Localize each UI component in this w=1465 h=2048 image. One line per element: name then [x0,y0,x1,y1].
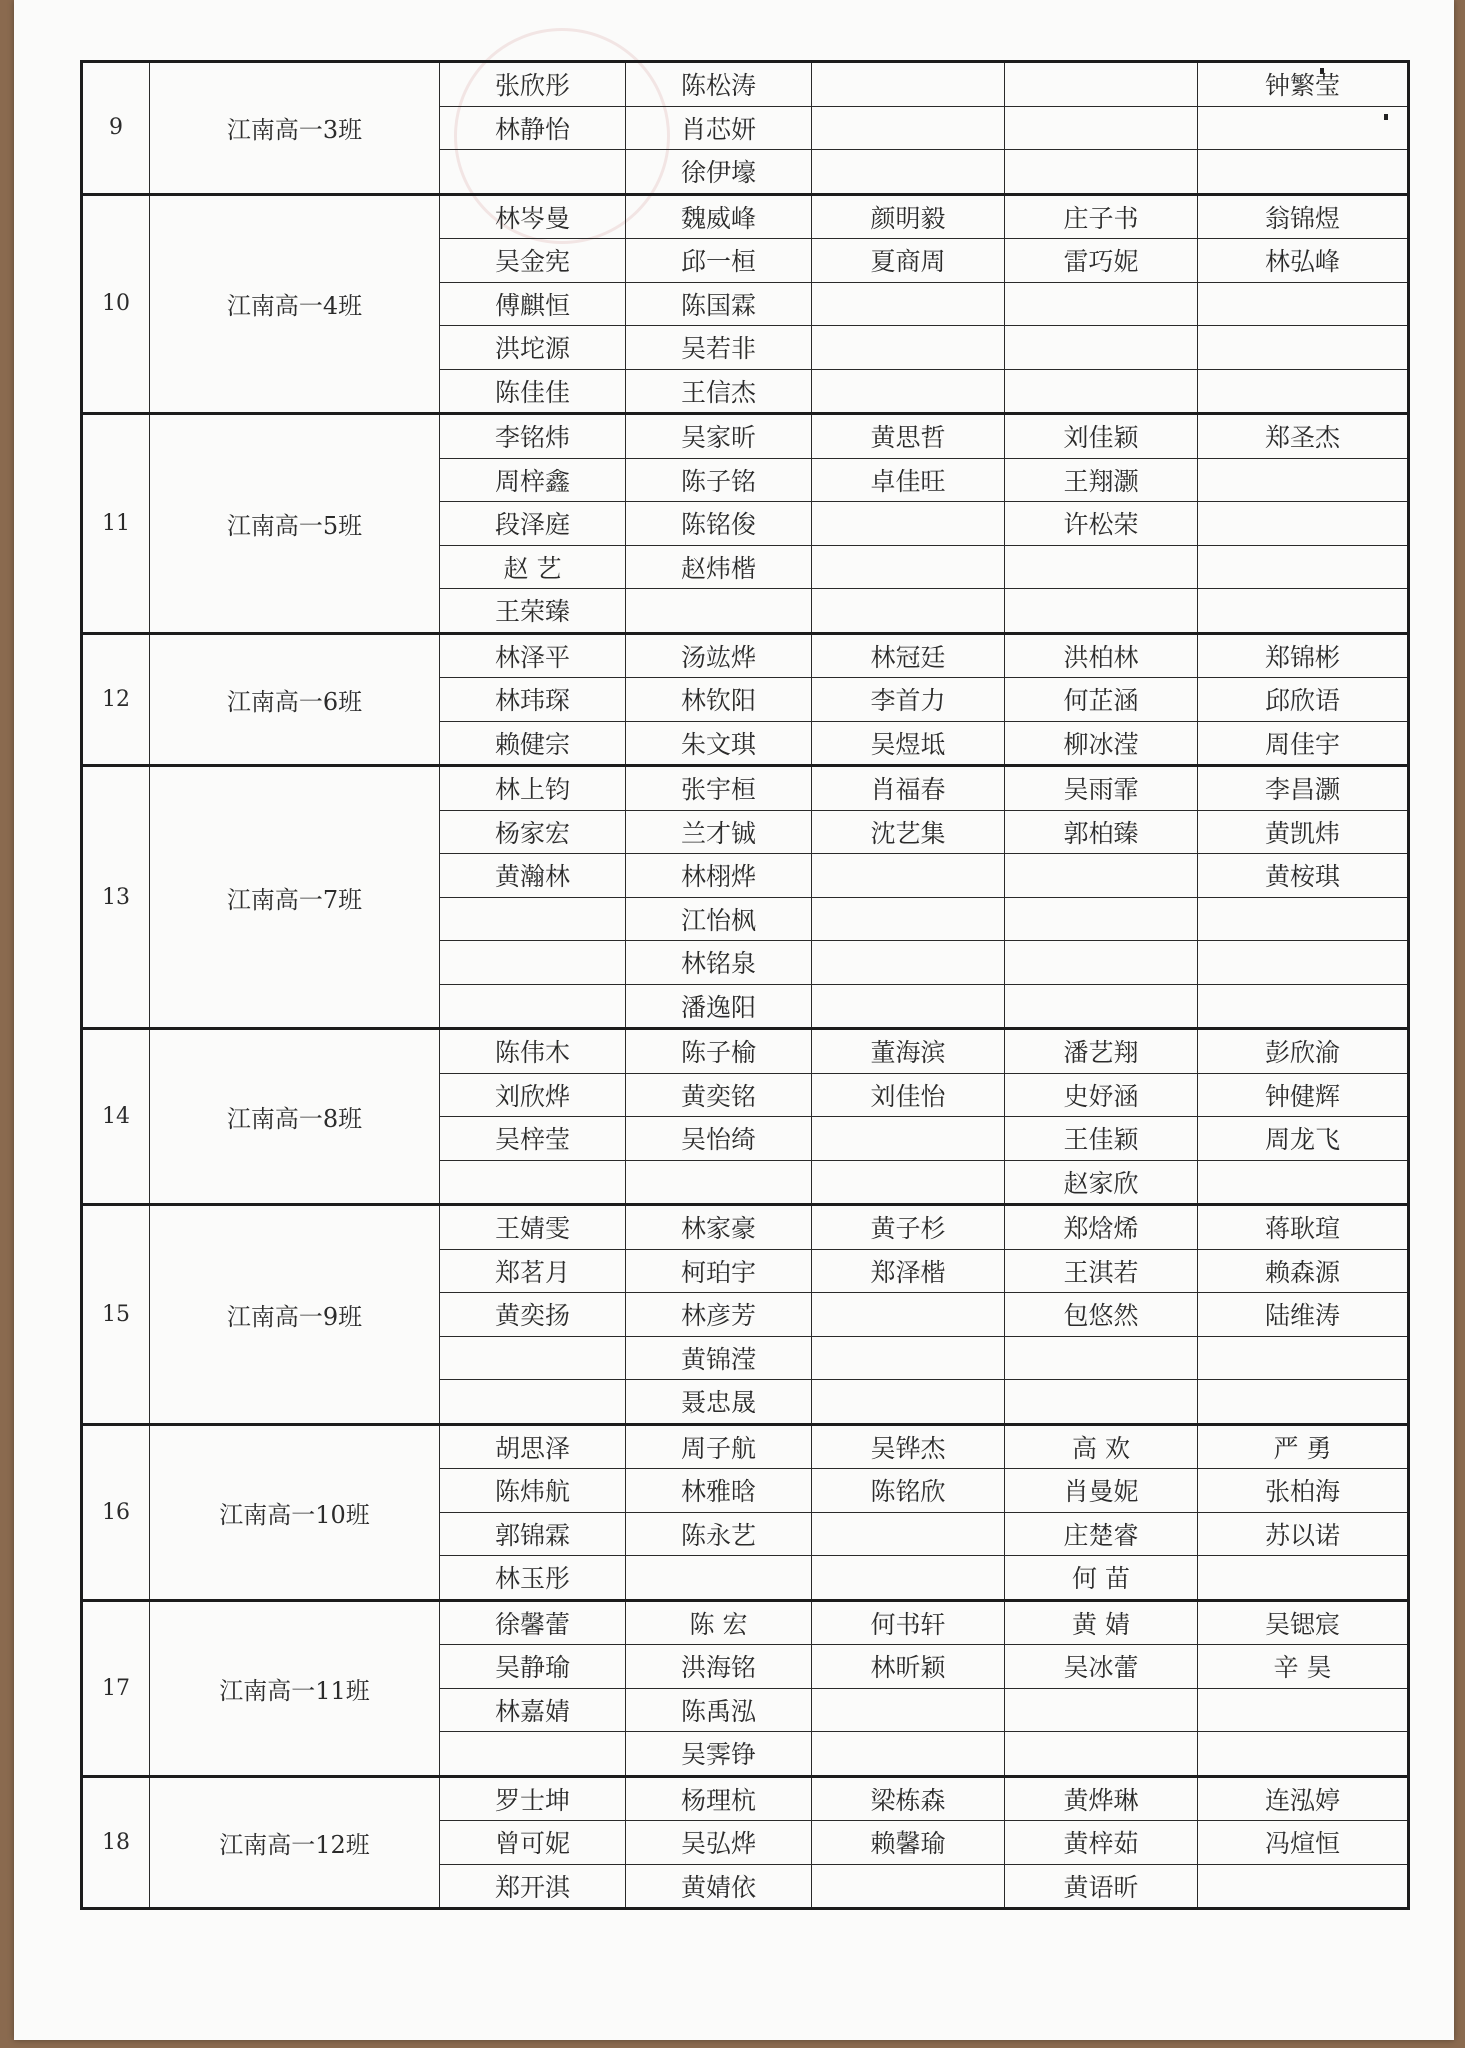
student-name-cell [812,941,1005,985]
table-row [82,194,1409,239]
student-name-cell: 林昕颖 [812,1645,1005,1689]
student-name-cell: 包悠然 [1005,1293,1198,1337]
student-name-cell: 吴雨霏 [1005,766,1198,811]
student-name-cell [1198,589,1409,634]
student-name-cell [1005,941,1198,985]
student-name-cell [1005,106,1198,150]
student-name-cell: 罗士坤 [440,1776,626,1821]
student-name-cell: 林家豪 [626,1205,812,1250]
student-name-cell: 杨家宏 [440,810,626,854]
student-name-cell [1198,1380,1409,1425]
student-name-cell: 钟健辉 [1198,1073,1409,1117]
student-name-cell [812,897,1005,941]
student-name-cell [440,1732,626,1777]
table-row [82,1600,1409,1645]
student-name-cell [1198,941,1409,985]
student-name-cell [812,1160,1005,1205]
student-name-cell: 陈铭欣 [812,1469,1005,1513]
student-name-cell [626,1160,812,1205]
student-name-cell: 黄烨琳 [1005,1776,1198,1821]
student-name-cell [1005,1336,1198,1380]
student-name-cell: 林弘峰 [1198,239,1409,283]
student-name-cell: 张欣彤 [440,62,626,107]
student-name-cell: 杨理杭 [626,1776,812,1821]
student-name-cell [1198,1864,1409,1909]
student-name-cell [812,854,1005,898]
student-name-cell [812,106,1005,150]
student-name-cell: 吴家昕 [626,414,812,459]
student-name-cell: 王淇若 [1005,1249,1198,1293]
student-name-cell: 吴铧杰 [812,1424,1005,1469]
student-name-cell: 林铭泉 [626,941,812,985]
student-name-cell: 庄楚睿 [1005,1512,1198,1556]
student-name-cell: 郑泽楷 [812,1249,1005,1293]
student-name-cell: 吴锶宸 [1198,1600,1409,1645]
student-name-cell: 周梓鑫 [440,458,626,502]
student-name-cell [440,941,626,985]
student-name-cell: 郭柏臻 [1005,810,1198,854]
student-name-cell [812,984,1005,1029]
student-name-cell: 陈国霖 [626,282,812,326]
student-name-cell: 赵炜楷 [626,545,812,589]
student-name-cell: 赖健宗 [440,721,626,766]
student-name-cell [440,150,626,195]
student-name-cell: 王信杰 [626,369,812,414]
student-name-cell: 王佳颖 [1005,1117,1198,1161]
student-name-cell: 林玉彤 [440,1556,626,1601]
class-name: 江南高一6班 [150,633,440,766]
student-name-cell: 李昌灏 [1198,766,1409,811]
student-name-cell [1198,1336,1409,1380]
student-name-cell: 黄奕扬 [440,1293,626,1337]
student-name-cell: 林泽平 [440,633,626,678]
student-name-cell [812,150,1005,195]
student-name-cell [440,1160,626,1205]
student-name-cell: 史妤涵 [1005,1073,1198,1117]
student-name-cell: 赖馨瑜 [812,1821,1005,1865]
student-name-cell: 吴若非 [626,326,812,370]
student-name-cell [440,897,626,941]
student-name-cell: 刘佳怡 [812,1073,1005,1117]
student-name-cell: 林钦阳 [626,678,812,722]
class-name: 江南高一3班 [150,62,440,195]
student-name-cell: 陈炜航 [440,1469,626,1513]
student-name-cell [1005,150,1198,195]
class-name: 江南高一9班 [150,1205,440,1425]
student-name-cell: 柯珀宇 [626,1249,812,1293]
row-number: 16 [82,1424,150,1600]
row-number: 14 [82,1029,150,1205]
student-name-cell: 林岑曼 [440,194,626,239]
student-name-cell [1198,545,1409,589]
student-name-cell [1198,326,1409,370]
student-name-cell: 陈佳佳 [440,369,626,414]
table-row [82,766,1409,811]
student-name-cell [1005,1688,1198,1732]
class-name: 江南高一7班 [150,766,440,1029]
student-name-cell: 黄子杉 [812,1205,1005,1250]
student-name-cell [812,1688,1005,1732]
student-name-cell: 朱文琪 [626,721,812,766]
student-name-cell: 魏威峰 [626,194,812,239]
student-name-cell: 郑锦彬 [1198,633,1409,678]
student-name-cell: 傅麒恒 [440,282,626,326]
row-number: 15 [82,1205,150,1425]
student-name-cell [812,1336,1005,1380]
student-name-cell [812,589,1005,634]
student-name-cell: 苏以诺 [1198,1512,1409,1556]
student-name-cell [1005,984,1198,1029]
student-name-cell: 蒋耿瑄 [1198,1205,1409,1250]
student-name-cell: 沈艺集 [812,810,1005,854]
student-name-cell: 吴霁铮 [626,1732,812,1777]
student-name-cell: 徐伊壕 [626,150,812,195]
student-name-cell: 胡思泽 [440,1424,626,1469]
student-name-cell: 潘逸阳 [626,984,812,1029]
student-name-cell: 郑圣杰 [1198,414,1409,459]
student-name-cell: 吴怡绮 [626,1117,812,1161]
student-name-cell: 张宇桓 [626,766,812,811]
student-name-cell: 辛 昊 [1198,1645,1409,1689]
student-name-cell: 何芷涵 [1005,678,1198,722]
student-name-cell [1198,1556,1409,1601]
student-name-cell: 吴煜坻 [812,721,1005,766]
student-name-cell: 陈子榆 [626,1029,812,1074]
class-name: 江南高一12班 [150,1776,440,1909]
student-name-cell: 黄凯炜 [1198,810,1409,854]
student-name-cell: 何 苗 [1005,1556,1198,1601]
student-name-cell [1005,1380,1198,1425]
student-name-cell: 王翔灏 [1005,458,1198,502]
student-name-cell: 周佳宇 [1198,721,1409,766]
student-name-cell: 段泽庭 [440,502,626,546]
class-name: 江南高一11班 [150,1600,440,1776]
student-name-cell: 陈子铭 [626,458,812,502]
student-name-cell [812,369,1005,414]
student-name-cell [812,1732,1005,1777]
row-number: 10 [82,194,150,414]
student-name-cell: 林栩烨 [626,854,812,898]
table-row [82,1205,1409,1250]
student-name-cell: 庄子书 [1005,194,1198,239]
student-name-cell: 吴梓莹 [440,1117,626,1161]
student-name-cell [1005,326,1198,370]
table-row [82,414,1409,459]
student-name-cell: 聂忠晟 [626,1380,812,1425]
student-name-cell: 林冠廷 [812,633,1005,678]
student-name-cell: 郑开淇 [440,1864,626,1909]
student-name-cell [1005,589,1198,634]
student-name-cell [1198,1688,1409,1732]
table-row [82,1776,1409,1821]
student-name-cell: 林玮琛 [440,678,626,722]
student-name-cell: 翁锦煜 [1198,194,1409,239]
student-name-cell: 卓佳旺 [812,458,1005,502]
student-name-cell: 汤竑烨 [626,633,812,678]
student-name-cell: 黄锦滢 [626,1336,812,1380]
student-name-cell: 洪坨源 [440,326,626,370]
student-name-cell [812,1512,1005,1556]
student-name-cell [1198,106,1409,150]
student-name-cell [812,1864,1005,1909]
student-name-cell: 黄思哲 [812,414,1005,459]
student-name-cell: 陈 宏 [626,1600,812,1645]
student-name-cell: 邱欣语 [1198,678,1409,722]
student-name-cell: 彭欣渝 [1198,1029,1409,1074]
row-number: 13 [82,766,150,1029]
student-name-cell: 黄瀚林 [440,854,626,898]
class-name: 江南高一10班 [150,1424,440,1600]
table-row [82,62,1409,107]
student-name-cell: 肖福春 [812,766,1005,811]
document-page [14,0,1454,2040]
student-name-cell [1005,1732,1198,1777]
row-number: 11 [82,414,150,634]
row-number: 17 [82,1600,150,1776]
student-name-cell: 林雅晗 [626,1469,812,1513]
student-name-cell: 黄桉琪 [1198,854,1409,898]
student-name-cell [1198,369,1409,414]
student-name-cell [1198,150,1409,195]
student-name-cell [1198,897,1409,941]
student-name-cell: 郑茗月 [440,1249,626,1293]
table-row [82,633,1409,678]
student-name-cell: 肖曼妮 [1005,1469,1198,1513]
row-number: 18 [82,1776,150,1909]
student-name-cell [440,984,626,1029]
student-name-cell: 林彦芳 [626,1293,812,1337]
student-name-cell: 陈禹泓 [626,1688,812,1732]
student-name-cell [812,502,1005,546]
student-name-cell: 陈永艺 [626,1512,812,1556]
student-name-cell [626,1556,812,1601]
student-name-cell: 严 勇 [1198,1424,1409,1469]
student-name-cell: 邱一桓 [626,239,812,283]
student-name-cell: 王荣臻 [440,589,626,634]
student-name-cell [812,326,1005,370]
student-name-cell: 赵家欣 [1005,1160,1198,1205]
student-name-cell: 雷巧妮 [1005,239,1198,283]
student-name-cell: 洪柏林 [1005,633,1198,678]
student-name-cell: 梁栋森 [812,1776,1005,1821]
class-roster-table [80,60,1410,1910]
student-name-cell [1005,282,1198,326]
student-name-cell: 夏商周 [812,239,1005,283]
student-name-cell [1198,1732,1409,1777]
student-name-cell: 冯煊恒 [1198,1821,1409,1865]
student-name-cell [812,1117,1005,1161]
student-name-cell: 徐馨蕾 [440,1600,626,1645]
student-name-cell: 陈伟木 [440,1029,626,1074]
student-name-cell: 林嘉婧 [440,1688,626,1732]
student-name-cell: 刘佳颖 [1005,414,1198,459]
student-name-cell [812,1380,1005,1425]
student-name-cell: 肖芯妍 [626,106,812,150]
student-name-cell [812,545,1005,589]
student-name-cell: 陈松涛 [626,62,812,107]
student-name-cell: 潘艺翔 [1005,1029,1198,1074]
student-name-cell: 李铭炜 [440,414,626,459]
class-name: 江南高一5班 [150,414,440,634]
student-name-cell: 董海滨 [812,1029,1005,1074]
table-row [82,1029,1409,1074]
student-name-cell [1198,1160,1409,1205]
student-name-cell: 赖森源 [1198,1249,1409,1293]
student-name-cell: 李首力 [812,678,1005,722]
student-name-cell: 吴静瑜 [440,1645,626,1689]
student-name-cell: 许松荣 [1005,502,1198,546]
student-name-cell: 吴金宪 [440,239,626,283]
student-name-cell: 黄梓茹 [1005,1821,1198,1865]
student-name-cell [812,1293,1005,1337]
student-name-cell: 兰才铖 [626,810,812,854]
student-name-cell [1198,502,1409,546]
student-name-cell [812,282,1005,326]
student-name-cell [1005,545,1198,589]
class-name: 江南高一8班 [150,1029,440,1205]
student-name-cell [1198,984,1409,1029]
roster-body [82,62,1409,1909]
student-name-cell: 江怡枫 [626,897,812,941]
student-name-cell: 黄婧依 [626,1864,812,1909]
row-number: 12 [82,633,150,766]
student-name-cell: 洪海铭 [626,1645,812,1689]
student-name-cell: 郑焓烯 [1005,1205,1198,1250]
student-name-cell [1198,458,1409,502]
row-number: 9 [82,62,150,195]
student-name-cell: 何书轩 [812,1600,1005,1645]
student-name-cell: 林静怡 [440,106,626,150]
student-name-cell [440,1336,626,1380]
student-name-cell: 高 欢 [1005,1424,1198,1469]
student-name-cell: 陆维涛 [1198,1293,1409,1337]
class-name: 江南高一4班 [150,194,440,414]
student-name-cell [1005,369,1198,414]
student-name-cell: 钟繁莹 [1198,62,1409,107]
student-name-cell: 黄奕铭 [626,1073,812,1117]
student-name-cell: 曾可妮 [440,1821,626,1865]
student-name-cell: 刘欣烨 [440,1073,626,1117]
student-name-cell: 林上钧 [440,766,626,811]
student-name-cell [1005,854,1198,898]
student-name-cell [1005,897,1198,941]
student-name-cell: 黄语昕 [1005,1864,1198,1909]
student-name-cell [1198,282,1409,326]
student-name-cell: 柳冰滢 [1005,721,1198,766]
student-name-cell: 周龙飞 [1198,1117,1409,1161]
student-name-cell [440,1380,626,1425]
table-row [82,1424,1409,1469]
student-name-cell: 黄 婧 [1005,1600,1198,1645]
student-name-cell: 张柏海 [1198,1469,1409,1513]
student-name-cell [812,1556,1005,1601]
student-name-cell: 吴冰蕾 [1005,1645,1198,1689]
student-name-cell: 周子航 [626,1424,812,1469]
student-name-cell: 赵 艺 [440,545,626,589]
student-name-cell [626,589,812,634]
student-name-cell: 王婧雯 [440,1205,626,1250]
student-name-cell: 陈铭俊 [626,502,812,546]
student-name-cell: 郭锦霖 [440,1512,626,1556]
student-name-cell [812,62,1005,107]
student-name-cell [1005,62,1198,107]
student-name-cell: 颜明毅 [812,194,1005,239]
student-name-cell: 吴弘烨 [626,1821,812,1865]
student-name-cell: 连泓婷 [1198,1776,1409,1821]
